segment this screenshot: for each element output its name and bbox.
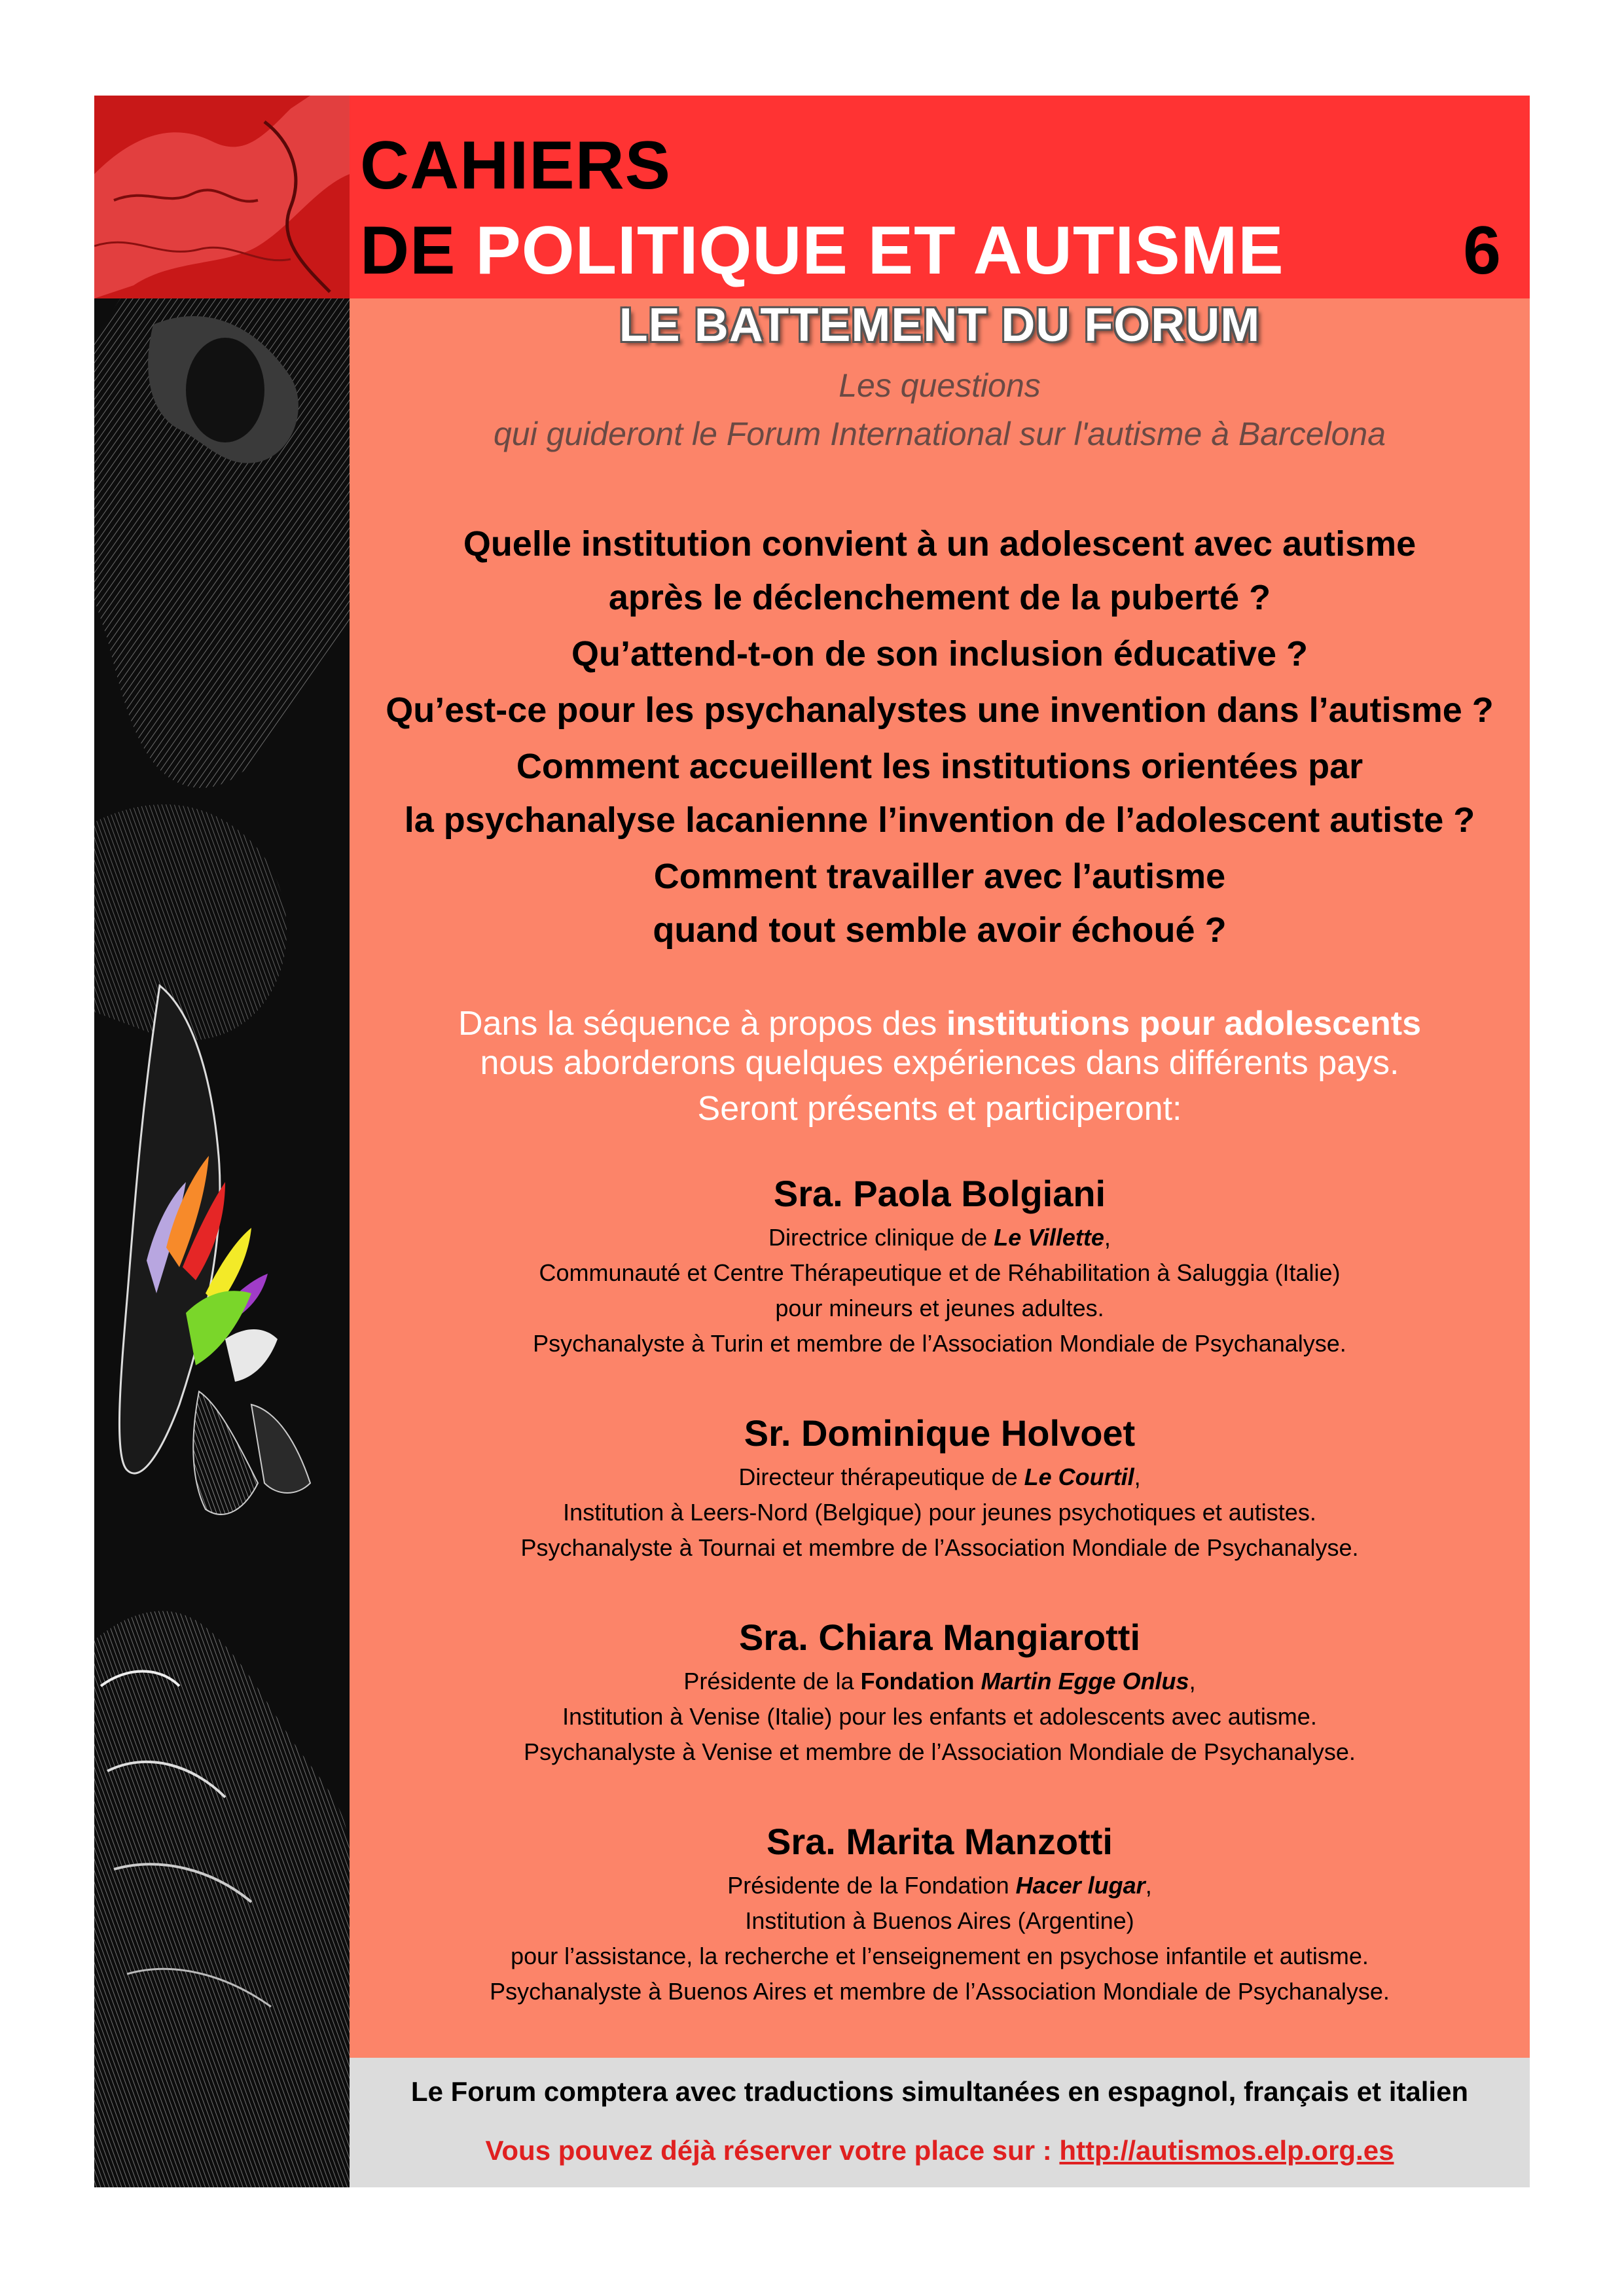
speaker-card <box>350 1168 1530 1361</box>
speaker-name: Sra. Chiara Mangiarotti <box>738 1617 1141 1658</box>
questions-block <box>350 517 1530 957</box>
speaker-institution: Le Villette <box>994 1224 1104 1251</box>
question-line: la psychanalyse lacanienne l’invention de l’adolescent autiste ? <box>404 800 1475 840</box>
speaker-role-prefix: Présidente de la Fondation <box>727 1872 1016 1899</box>
speaker-institution: Martin Egge Onlus <box>981 1668 1189 1695</box>
speaker-role-prefix: Directrice clinique de <box>768 1224 994 1251</box>
title-highlight: POLITIQUE ET AUTISME <box>475 213 1284 289</box>
intro-line3: Seront présents et participeront: <box>697 1090 1182 1128</box>
butterfly-artwork <box>94 298 350 2187</box>
question-line: Quelle institution convient à un adolescent avec autisme <box>463 524 1416 564</box>
speaker-detail: Institution à Buenos Aires (Argentine) <box>745 1907 1134 1934</box>
speaker-card <box>350 1611 1530 1770</box>
title-prefix: DE <box>360 213 476 289</box>
intro-block <box>350 1004 1530 1128</box>
speaker-name: Sra. Marita Manzotti <box>767 1821 1113 1862</box>
speaker-role <box>350 1220 1530 1255</box>
header-artwork <box>94 96 350 298</box>
footer-bar <box>350 2058 1530 2187</box>
speaker-card <box>350 1407 1530 1566</box>
speaker-detail: Psychanalyste à Venise et membre de l’Association Mondiale de Psychanalyse. <box>524 1738 1356 1765</box>
speaker-role-suffix: , <box>1145 1872 1152 1899</box>
main-content <box>350 298 1530 2148</box>
speaker-org-type: Fondation <box>860 1668 981 1695</box>
question-line: Qu’attend-t-on de son inclusion éducative ? <box>571 634 1308 673</box>
speaker-detail: pour mineurs et jeunes adultes. <box>775 1295 1104 1321</box>
speaker-detail: Psychanalyste à Buenos Aires et membre de l’Association Mondiale de Psychanalyse. <box>490 1978 1390 2005</box>
intro-line1 <box>350 1004 1530 1043</box>
registration-notice <box>350 2135 1530 2166</box>
speaker-detail: Psychanalyste à Turin et membre de l’Association Mondiale de Psychanalyse. <box>533 1330 1346 1357</box>
intro-highlight: institutions pour adolescents <box>946 1005 1421 1043</box>
question-line: Comment travailler avec l’autisme <box>653 857 1226 896</box>
intro-line2: nous aborderons quelques expériences dans différents pays. <box>480 1044 1399 1082</box>
face-illustration-top <box>94 96 350 298</box>
question-line: Comment accueillent les institutions orientées par <box>516 747 1363 786</box>
speaker-role-prefix: Présidente de la <box>683 1668 861 1695</box>
butterfly-illustration <box>94 298 350 2187</box>
poster-frame <box>94 96 1530 2187</box>
speaker-role-suffix: , <box>1134 1463 1141 1490</box>
speaker-detail: Psychanalyste à Tournai et membre de l’Association Mondiale de Psychanalyse. <box>520 1534 1359 1561</box>
forum-title: LE BATTEMENT DU FORUM <box>619 299 1261 351</box>
registration-link[interactable]: http://autismos.elp.org.es <box>1059 2135 1394 2166</box>
question-line: quand tout semble avoir échoué ? <box>653 910 1227 950</box>
speaker-detail: Institution à Leers-Nord (Belgique) pour jeunes psychotiques et autistes. <box>563 1499 1316 1526</box>
speaker-role-suffix: , <box>1104 1224 1111 1251</box>
speaker-name: Sr. Dominique Holvoet <box>744 1412 1136 1454</box>
speaker-role <box>350 1460 1530 1495</box>
speaker-detail: Institution à Venise (Italie) pour les enfants et adolescents avec autisme. <box>562 1703 1317 1730</box>
speaker-detail: pour l’assistance, la recherche et l’enseignement en psychose infantile et autisme. <box>511 1943 1369 1969</box>
speaker-name: Sra. Paola Bolgiani <box>773 1173 1106 1214</box>
question-line: Qu’est-ce pour les psychanalystes une invention dans l’autisme ? <box>386 691 1494 730</box>
speaker-card <box>350 1816 1530 2009</box>
publication-title-line2 <box>360 212 1284 290</box>
speaker-role-suffix: , <box>1189 1668 1196 1695</box>
issue-number: 6 <box>1463 213 1501 289</box>
registration-prefix: Vous pouvez déjà réserver votre place sur : <box>485 2135 1060 2166</box>
intro-prefix: Dans la séquence à propos des <box>458 1005 947 1043</box>
speaker-institution: Hacer lugar <box>1015 1872 1146 1899</box>
question-line: après le déclenchement de la puberté ? <box>608 578 1271 617</box>
speaker-institution: Le Courtil <box>1024 1463 1134 1490</box>
publication-title-line1: CAHIERS <box>360 128 672 204</box>
forum-subtitle-line2: qui guideront le Forum International sur l'autisme à Barcelona <box>493 416 1386 452</box>
translation-notice: Le Forum comptera avec traductions simultanées en espagnol, français et italien <box>410 2076 1469 2107</box>
forum-subtitle-line1: Les questions <box>839 367 1041 404</box>
speaker-detail: Communauté et Centre Thérapeutique et de Réhabilitation à Saluggia (Italie) <box>539 1259 1341 1286</box>
speaker-role-prefix: Directeur thérapeutique de <box>738 1463 1024 1490</box>
speaker-role <box>350 1664 1530 1699</box>
speaker-role <box>350 1868 1530 1903</box>
